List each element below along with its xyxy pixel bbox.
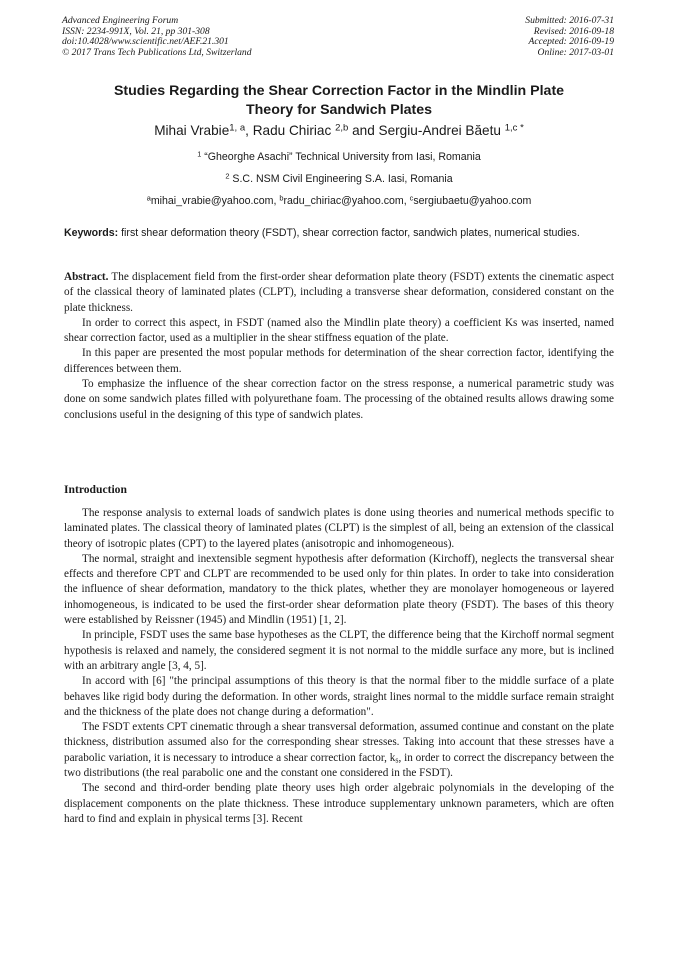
abstract-section <box>64 270 614 423</box>
author-2-marker: 2,b <box>335 122 349 134</box>
journal-info <box>62 16 252 58</box>
abstract-paragraph <box>64 270 614 316</box>
date-submitted: Submitted: 2016-07-31 <box>525 15 614 26</box>
email-a: mihai_vrabie@yahoo.com, <box>150 195 280 207</box>
intro-paragraph-2: The normal, straight and inextensible segment hypothesis after deformation (Kirchoff), neglects the transversal shear effects and therefore CPT and CLPT are recommended to be used only for thin plates. In order to take into consideration the influence of shear deformation, mandatory to the thick plates, whether they are monolayer homogeneous or layered inhomogeneous, is indicated to be used the first-order shear deformation plate theory (FSDT). The bases of this theory were established by Reissner (1945) and Mindlin (1951) [1, 2]. <box>64 552 614 627</box>
affiliation-1 <box>64 150 614 164</box>
author-3-marker: 1,c * <box>504 122 524 134</box>
intro-paragraph-5 <box>64 720 614 781</box>
intro-paragraph-4: In accord with [6] "the principal assumptions of this theory is that the normal fiber to the middle surface of a plate behaves like rigid body during the deformation. In other words, straight lines normal to the middle surface remain straight and the thickness of the plate does not change during a deformation". <box>64 675 614 718</box>
journal-name: Advanced Engineering Forum <box>62 15 179 26</box>
title-line-1: Studies Regarding the Shear Correction Factor in the Mindlin Plate <box>113 83 565 99</box>
introduction-section <box>64 506 614 827</box>
intro-paragraph-6: The second and third-order bending plate theory uses high order algebraic polynomials in the developing of the displacement components on the plate thickness. These introduce supplementary unknown parameters, which are often hard to find and explain in physical terms [3]. Recent <box>64 782 614 825</box>
affiliation-2-marker: 2 <box>225 171 230 181</box>
intro-paragraph-5-part-1: The FSDT extents CPT cinematic through a shear transversal deformation, assumed continue and constant on the plate thickness, distribution assumed also for the corresponding shear stresses. Taking into account that these stresses have a parabolic variation, it is necessary to introduce a shear correction factor, k <box>64 721 614 764</box>
author-3: Sergiu-Andrei Băetu <box>378 123 505 138</box>
author-1: Mihai Vrabie <box>154 123 230 138</box>
introduction-heading: Introduction <box>64 483 127 496</box>
abstract-paragraph-3: In this paper are presented the most popular methods for determination of the shear correction factor, identifying the differences between them. <box>64 347 614 375</box>
keywords-block <box>64 226 614 240</box>
author-separator: , <box>245 123 253 138</box>
abstract-paragraph-2: In order to correct this aspect, in FSDT (named also the Mindlin plate theory) a coefficient Ks was inserted, named shear correction factor, used as a multiplier in the shear stiffness equation of the plate. <box>64 316 614 345</box>
journal-issn: ISSN: 2234-991X, Vol. 21, pp 301-308 <box>62 25 210 37</box>
email-c: sergiubaetu@yahoo.com <box>413 195 532 207</box>
author-emails <box>64 194 614 208</box>
title-line-2: Theory for Sandwich Plates <box>245 102 433 118</box>
author-2: Radu Chiriac <box>252 123 336 138</box>
affiliation-1-text: “Gheorghe Asachi” Technical University from Iasi, Romania <box>201 151 481 163</box>
abstract-paragraph-1: The displacement field from the first-order shear deformation plate theory (FSDT) extents the cinematic aspect of the classical theory of laminated plates (CLPT), including a transverse shear deformation, considered constant on the plate thickness. <box>64 271 614 314</box>
affiliation-2 <box>64 172 614 186</box>
keywords-label: Keywords: <box>64 227 119 239</box>
author-separator: and <box>348 123 379 138</box>
paper-title <box>64 82 614 120</box>
abstract-label: Abstract. <box>64 271 109 283</box>
submission-dates <box>525 16 614 58</box>
affiliation-1-marker: 1 <box>197 149 202 159</box>
email-b: radu_chiriac@yahoo.com, <box>283 195 410 207</box>
intro-paragraph-1: The response analysis to external loads of sandwich plates is done using theories and numerical methods specific to laminated plates. The classical theory of laminated plates (CLPT) is the simplest of all, being an extension of the classical theory of isotropic plates (CPT) to the layered plates (anisotropic and inhomogeneous). <box>64 507 614 550</box>
date-online: Online: 2017-03-01 <box>537 46 614 58</box>
ks-subscript: s <box>395 755 399 765</box>
intro-paragraph-3: In principle, FSDT uses the same base hypotheses as the CLPT, the difference being that the Kirchoff normal segment hypothesis is relaxed and namely, the considered segment it is not normal to the middle surface any more, but is inclined with an arbitrary angle [3, 4, 5]. <box>64 629 614 672</box>
journal-copyright: © 2017 Trans Tech Publications Ltd, Switzerland <box>62 46 252 58</box>
affiliation-2-text: S.C. NSM Civil Engineering S.A. Iasi, Romania <box>229 173 453 185</box>
email-a-marker: a <box>146 193 151 203</box>
author-1-marker: 1, a <box>229 122 246 134</box>
author-list <box>64 122 614 140</box>
date-revised: Revised: 2016-09-18 <box>533 25 614 37</box>
intro-paragraph-5-part-2: , in order to correct the discrepancy between the two distributions (the real parabolic one and the constant one considered in the FSDT). <box>64 751 614 780</box>
keywords-text: first shear deformation theory (FSDT), shear correction factor, sandwich plates, numerical studies. <box>118 227 580 239</box>
email-c-marker: c <box>409 193 414 203</box>
date-accepted: Accepted: 2016-09-19 <box>528 36 614 48</box>
journal-doi: doi:10.4028/www.scientific.net/AEF.21.301 <box>62 36 229 48</box>
email-b-marker: b <box>279 193 284 203</box>
abstract-paragraph-4: To emphasize the influence of the shear correction factor on the stress response, a numerical parametric study was done on some sandwich plates filled with polyurethane foam. The processing of the obtained results allows drawing some conclusions useful in the designing of this type of sandwich plates. <box>64 378 614 421</box>
